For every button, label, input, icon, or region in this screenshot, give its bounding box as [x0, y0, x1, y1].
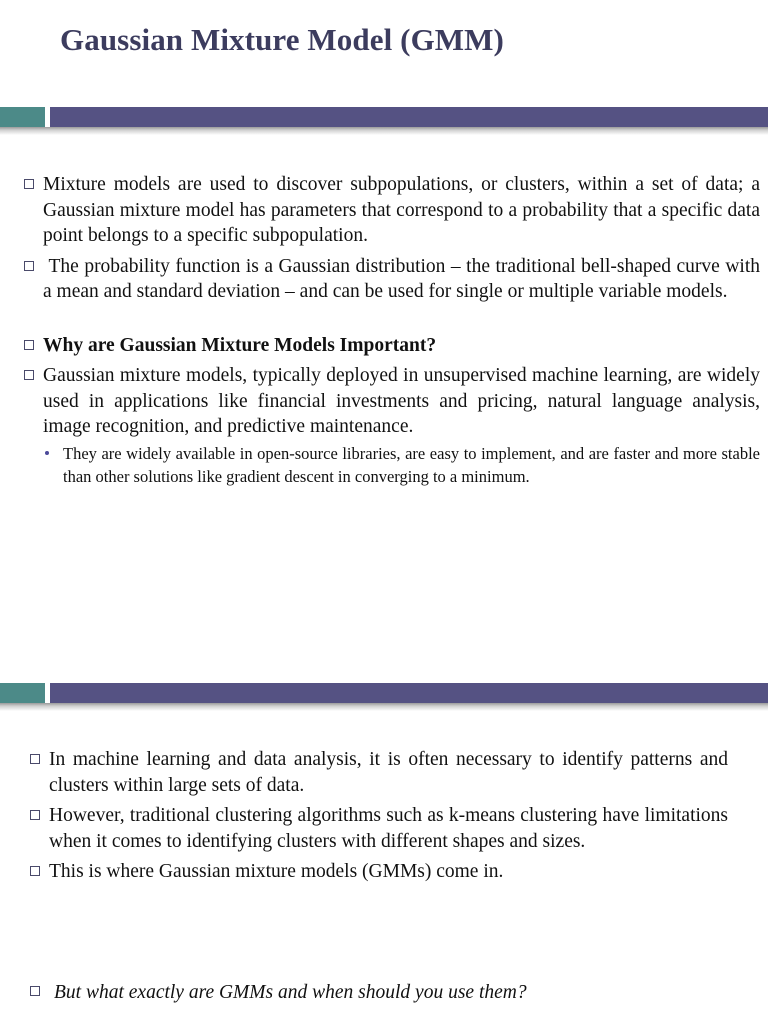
- list-item: Gaussian mixture models, typically deployed in unsupervised machine learning, are widely used in applications like financial investments and pricing, natural language analysis, image recognition, and predictive maintenance. They are widely available in open-source libraries, are easy to implement, and are faster and more stable than other solutions like gradient descent in converging to a minimum.: [43, 363, 760, 488]
- band-shadow: [0, 703, 768, 711]
- list-item: In machine learning and data analysis, it is often necessary to identify patterns and clusters within large sets of data.: [49, 747, 728, 798]
- square-bullet-icon: [30, 754, 40, 764]
- sub-list-item: They are widely available in open-source libraries, are easy to implement, and are faster and more stable than other solutions like gradient descent in converging to a minimum.: [63, 442, 760, 488]
- band-teal-block: [0, 683, 45, 703]
- question-item: But what exactly are GMMs and when should you use them?: [54, 980, 527, 1005]
- dot-bullet-icon: [45, 451, 49, 455]
- square-bullet-icon: [30, 866, 40, 876]
- band-teal-block: [0, 107, 45, 127]
- header-band-top: [0, 107, 768, 137]
- header-band-bottom: [0, 683, 768, 713]
- sub-bullet-list: [43, 442, 760, 488]
- square-bullet-icon: [30, 810, 40, 820]
- band-shadow: [0, 127, 768, 135]
- list-item: Mixture models are used to discover subpopulations, or clusters, within a set of data; a Gaussian mixture model has parameters that correspond to a probability that a specific data point belongs to a specific subpopulation.: [43, 172, 760, 249]
- list-item: However, traditional clustering algorithms such as k-means clustering have limitations when it comes to identifying clusters with different shapes and sizes.: [49, 803, 728, 854]
- list-item: This is where Gaussian mixture models (GMMs) come in.: [49, 859, 728, 885]
- square-bullet-icon: [30, 986, 40, 996]
- list-item-heading: Why are Gaussian Mixture Models Important?: [43, 333, 760, 359]
- slide2-bullet-list: [49, 747, 728, 890]
- square-bullet-icon: [24, 261, 34, 271]
- band-blue-bar: [50, 107, 768, 127]
- square-bullet-icon: [24, 179, 34, 189]
- square-bullet-icon: [24, 340, 34, 350]
- band-blue-bar: [50, 683, 768, 703]
- slide-title: Gaussian Mixture Model (GMM): [60, 22, 504, 57]
- square-bullet-icon: [24, 370, 34, 380]
- slide1-bullet-list: [43, 172, 760, 493]
- list-item: The probability function is a Gaussian distribution – the traditional bell-shaped curve with a mean and standard deviation – and can be used for single or multiple variable models.: [43, 254, 760, 305]
